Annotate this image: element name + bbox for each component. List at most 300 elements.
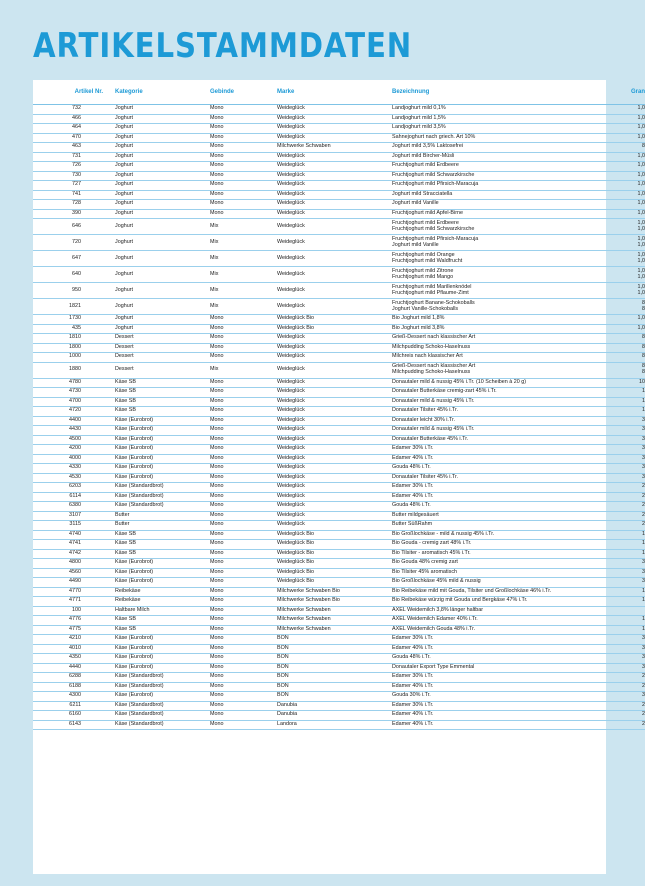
cell-gebinde: Mono bbox=[210, 559, 277, 569]
cell-grammatur bbox=[608, 397, 645, 407]
cell-grammatur bbox=[608, 673, 645, 683]
cell-gebinde: Mono bbox=[210, 606, 277, 616]
cell-gebinde: Mono bbox=[210, 511, 277, 521]
cell-marke: Weideglück bbox=[277, 378, 392, 388]
cell-bezeichnung-line: Bio Reibekäse mild mit Gouda, Tilsiter und Großlochkäse 46% i.Tr. bbox=[392, 587, 552, 594]
cell-bezeichnung bbox=[392, 654, 608, 664]
cell-bezeichnung bbox=[392, 549, 608, 559]
cell-bezeichnung-line: Gouda 48% i.Tr. bbox=[392, 464, 431, 471]
cell-grammatur bbox=[608, 559, 645, 569]
cell-kategorie: Käse (Eurobrot) bbox=[115, 445, 210, 455]
cell-kategorie: Käse (Standardbrot) bbox=[115, 673, 210, 683]
table-row bbox=[33, 682, 645, 692]
cell-grammatur-line: 2 bbox=[642, 682, 645, 689]
cell-grammatur bbox=[608, 492, 645, 502]
cell-bezeichnung bbox=[392, 235, 608, 251]
cell-bezeichnung-line: Bio Gouda - cremig zart 48% i.Tr. bbox=[392, 540, 472, 547]
cell-bezeichnung bbox=[392, 162, 608, 172]
cell-grammatur-line: 10 bbox=[639, 378, 645, 385]
cell-kategorie: Käse SB bbox=[115, 378, 210, 388]
cell-bezeichnung bbox=[392, 353, 608, 363]
cell-grammatur-line: 2 bbox=[642, 720, 645, 727]
cell-bezeichnung-line: Butter SüßRahm bbox=[392, 521, 433, 528]
cell-kategorie: Käse (Eurobrot) bbox=[115, 578, 210, 588]
cell-gebinde: Mono bbox=[210, 578, 277, 588]
cell-grammatur-line: 8 bbox=[642, 334, 645, 341]
cell-grammatur-line: 1,0 bbox=[637, 257, 645, 264]
cell-grammatur-line: 1,0 bbox=[637, 267, 645, 274]
cell-bezeichnung-line: Donautaler Tilsiter 45% i.Tr. bbox=[392, 473, 459, 480]
cell-gebinde: Mono bbox=[210, 378, 277, 388]
cell-marke: Weideglück Bio bbox=[277, 540, 392, 550]
cell-artikel-nr: 3107 bbox=[33, 511, 115, 521]
cell-kategorie: Käse (Eurobrot) bbox=[115, 473, 210, 483]
cell-grammatur-line: 3 bbox=[642, 426, 645, 433]
cell-grammatur-line: 8 bbox=[642, 299, 645, 306]
cell-artikel-nr: 1880 bbox=[33, 362, 115, 378]
cell-marke: Weideglück bbox=[277, 464, 392, 474]
column-header-kategorie: Kategorie bbox=[115, 80, 210, 105]
cell-bezeichnung bbox=[392, 251, 608, 267]
cell-artikel-nr: 466 bbox=[33, 114, 115, 124]
cell-gebinde: Mono bbox=[210, 625, 277, 635]
cell-grammatur bbox=[608, 209, 645, 219]
cell-grammatur bbox=[608, 162, 645, 172]
cell-gebinde: Mono bbox=[210, 587, 277, 597]
cell-gebinde: Mono bbox=[210, 426, 277, 436]
cell-artikel-nr: 1810 bbox=[33, 334, 115, 344]
table-row bbox=[33, 324, 645, 334]
cell-marke: Weideglück bbox=[277, 483, 392, 493]
cell-bezeichnung-line: Grieß-Dessert nach klassischer Art bbox=[392, 363, 476, 370]
cell-marke: Weideglück Bio bbox=[277, 530, 392, 540]
cell-grammatur-line: 1,0 bbox=[637, 241, 645, 248]
table-row bbox=[33, 625, 645, 635]
table-row bbox=[33, 315, 645, 325]
cell-bezeichnung bbox=[392, 190, 608, 200]
cell-gebinde: Mono bbox=[210, 315, 277, 325]
cell-artikel-nr: 731 bbox=[33, 152, 115, 162]
table-header-row bbox=[33, 80, 645, 105]
cell-kategorie: Käse (Standardbrot) bbox=[115, 720, 210, 730]
cell-artikel-nr: 6203 bbox=[33, 483, 115, 493]
cell-bezeichnung-line: Fruchtjoghurt mild Schwarzkirsche bbox=[392, 171, 475, 178]
cell-bezeichnung bbox=[392, 133, 608, 143]
cell-marke: Weideglück bbox=[277, 521, 392, 531]
cell-grammatur bbox=[608, 578, 645, 588]
cell-kategorie: Joghurt bbox=[115, 105, 210, 115]
cell-bezeichnung bbox=[392, 701, 608, 711]
cell-gebinde: Mono bbox=[210, 616, 277, 626]
cell-marke: BON bbox=[277, 682, 392, 692]
cell-bezeichnung bbox=[392, 315, 608, 325]
cell-grammatur bbox=[608, 388, 645, 398]
cell-grammatur bbox=[608, 378, 645, 388]
cell-artikel-nr: 4720 bbox=[33, 407, 115, 417]
cell-bezeichnung-line: Donautaler mild & nussig 45% i.Tr. bbox=[392, 426, 475, 433]
cell-grammatur bbox=[608, 663, 645, 673]
cell-grammatur bbox=[608, 644, 645, 654]
cell-kategorie: Dessert bbox=[115, 362, 210, 378]
cell-bezeichnung bbox=[392, 616, 608, 626]
cell-grammatur bbox=[608, 511, 645, 521]
cell-artikel-nr: 464 bbox=[33, 124, 115, 134]
cell-marke: Weideglück Bio bbox=[277, 568, 392, 578]
cell-artikel-nr: 1800 bbox=[33, 343, 115, 353]
table-row bbox=[33, 426, 645, 436]
cell-bezeichnung-line: Fruchtjoghurt mild Pfirsich-Maracuja bbox=[392, 235, 479, 242]
cell-grammatur bbox=[608, 299, 645, 315]
cell-marke: Weideglück bbox=[277, 283, 392, 299]
cell-gebinde: Mono bbox=[210, 105, 277, 115]
cell-kategorie: Joghurt bbox=[115, 143, 210, 153]
cell-marke: Weideglück bbox=[277, 235, 392, 251]
cell-bezeichnung-line: Fruchtjoghurt mild Waldfrucht bbox=[392, 257, 463, 264]
cell-marke: BON bbox=[277, 635, 392, 645]
cell-bezeichnung bbox=[392, 143, 608, 153]
cell-marke: Weideglück bbox=[277, 492, 392, 502]
cell-grammatur-line: 1,0 bbox=[637, 181, 645, 188]
cell-grammatur-line: 2 bbox=[642, 701, 645, 708]
cell-grammatur-line: 1 bbox=[642, 388, 645, 395]
table-row bbox=[33, 209, 645, 219]
table-row bbox=[33, 549, 645, 559]
cell-kategorie: Käse (Eurobrot) bbox=[115, 454, 210, 464]
table-row bbox=[33, 378, 645, 388]
table-row bbox=[33, 124, 645, 134]
cell-artikel-nr: 100 bbox=[33, 606, 115, 616]
cell-artikel-nr: 3115 bbox=[33, 521, 115, 531]
cell-marke: Weideglück bbox=[277, 435, 392, 445]
cell-bezeichnung-line: Fruchtjoghurt mild Orange bbox=[392, 251, 455, 258]
cell-kategorie: Käse (Eurobrot) bbox=[115, 635, 210, 645]
cell-kategorie: Käse SB bbox=[115, 388, 210, 398]
cell-bezeichnung bbox=[392, 124, 608, 134]
cell-artikel-nr: 4700 bbox=[33, 397, 115, 407]
cell-grammatur-line: 1 bbox=[642, 540, 645, 547]
cell-bezeichnung-line: Fruchtjoghurt Banane-Schokoballs bbox=[392, 299, 475, 306]
cell-bezeichnung bbox=[392, 416, 608, 426]
column-header-gebinde: Gebinde bbox=[210, 80, 277, 105]
cell-marke: Weideglück bbox=[277, 171, 392, 181]
cell-grammatur-line: 1,0 bbox=[637, 219, 645, 226]
table-row bbox=[33, 502, 645, 512]
cell-artikel-nr: 4741 bbox=[33, 540, 115, 550]
cell-bezeichnung bbox=[392, 644, 608, 654]
cell-bezeichnung-line: Edamer 30% i.Tr. bbox=[392, 635, 434, 642]
cell-marke: Weideglück bbox=[277, 445, 392, 455]
cell-bezeichnung bbox=[392, 105, 608, 115]
cell-artikel-nr: 728 bbox=[33, 200, 115, 210]
cell-grammatur-line: 1,0 bbox=[637, 324, 645, 331]
cell-grammatur bbox=[608, 445, 645, 455]
cell-grammatur bbox=[608, 283, 645, 299]
cell-artikel-nr: 730 bbox=[33, 171, 115, 181]
cell-kategorie: Joghurt bbox=[115, 251, 210, 267]
cell-bezeichnung bbox=[392, 407, 608, 417]
table-row bbox=[33, 511, 645, 521]
cell-grammatur bbox=[608, 251, 645, 267]
cell-bezeichnung bbox=[392, 720, 608, 730]
cell-artikel-nr: 6211 bbox=[33, 701, 115, 711]
table-row bbox=[33, 416, 645, 426]
column-header-grammatur: Gran bbox=[608, 80, 645, 105]
cell-grammatur bbox=[608, 105, 645, 115]
cell-grammatur bbox=[608, 114, 645, 124]
cell-gebinde: Mono bbox=[210, 397, 277, 407]
cell-gebinde: Mix bbox=[210, 283, 277, 299]
cell-grammatur bbox=[608, 530, 645, 540]
cell-gebinde: Mono bbox=[210, 388, 277, 398]
table-row bbox=[33, 673, 645, 683]
cell-bezeichnung-line: Bio Joghurt mild 3,8% bbox=[392, 324, 445, 331]
cell-gebinde: Mono bbox=[210, 502, 277, 512]
cell-grammatur-line: 3 bbox=[642, 663, 645, 670]
column-header-artikel-nr: Artikel Nr. bbox=[33, 80, 115, 105]
cell-grammatur bbox=[608, 720, 645, 730]
cell-kategorie: Käse SB bbox=[115, 549, 210, 559]
cell-bezeichnung-line: Edamer 40% i.Tr. bbox=[392, 711, 434, 718]
cell-bezeichnung-line: Gouda 48% i.Tr. bbox=[392, 654, 431, 661]
cell-bezeichnung-line: Fruchtjoghurt mild Pflaume-Zimt bbox=[392, 289, 469, 296]
cell-grammatur-line: 3 bbox=[642, 416, 645, 423]
cell-gebinde: Mono bbox=[210, 464, 277, 474]
cell-grammatur-line: 2 bbox=[642, 502, 645, 509]
cell-artikel-nr: 4490 bbox=[33, 578, 115, 588]
cell-bezeichnung-line: Grieß-Dessert nach klassischer Art bbox=[392, 334, 476, 341]
cell-grammatur-line: 3 bbox=[642, 654, 645, 661]
cell-grammatur bbox=[608, 334, 645, 344]
cell-kategorie: Käse (Eurobrot) bbox=[115, 644, 210, 654]
cell-marke: Weideglück bbox=[277, 114, 392, 124]
cell-bezeichnung-line: Bio Großlochkäse 45% mild & nussig bbox=[392, 578, 481, 585]
cell-kategorie: Haltbare Milch bbox=[115, 606, 210, 616]
cell-kategorie: Käse SB bbox=[115, 397, 210, 407]
cell-grammatur-line: 2 bbox=[642, 711, 645, 718]
cell-gebinde: Mix bbox=[210, 251, 277, 267]
cell-marke: Weideglück bbox=[277, 124, 392, 134]
cell-grammatur-line: 1 bbox=[642, 625, 645, 632]
cell-artikel-nr: 6143 bbox=[33, 720, 115, 730]
cell-marke: Weideglück bbox=[277, 209, 392, 219]
cell-kategorie: Käse SB bbox=[115, 540, 210, 550]
table-row bbox=[33, 711, 645, 721]
cell-marke: Weideglück Bio bbox=[277, 324, 392, 334]
cell-marke: Weideglück bbox=[277, 190, 392, 200]
cell-grammatur-line: 1,0 bbox=[637, 171, 645, 178]
cell-marke: Weideglück Bio bbox=[277, 559, 392, 569]
cell-grammatur-line: 1 bbox=[642, 587, 645, 594]
table-row bbox=[33, 267, 645, 283]
cell-bezeichnung bbox=[392, 530, 608, 540]
cell-gebinde: Mono bbox=[210, 540, 277, 550]
cell-grammatur-line: 1,0 bbox=[637, 152, 645, 159]
cell-gebinde: Mono bbox=[210, 663, 277, 673]
cell-grammatur-line: 1 bbox=[642, 549, 645, 556]
cell-bezeichnung bbox=[392, 454, 608, 464]
cell-grammatur-line: 3 bbox=[642, 692, 645, 699]
cell-bezeichnung-line: Donautaler Tilsiter 45% i.Tr. bbox=[392, 407, 459, 414]
cell-bezeichnung bbox=[392, 711, 608, 721]
cell-bezeichnung-line: AXEL Weidemilch 3,8% länger haltbar bbox=[392, 606, 484, 613]
cell-grammatur-line: 2 bbox=[642, 521, 645, 528]
cell-grammatur-line: 1,0 bbox=[637, 162, 645, 169]
cell-gebinde: Mix bbox=[210, 235, 277, 251]
cell-bezeichnung bbox=[392, 521, 608, 531]
cell-kategorie: Käse (Eurobrot) bbox=[115, 559, 210, 569]
cell-bezeichnung bbox=[392, 388, 608, 398]
cell-bezeichnung bbox=[392, 209, 608, 219]
cell-bezeichnung-line: Donautaler Butterkäse 45% i.Tr. bbox=[392, 435, 469, 442]
cell-bezeichnung-line: Bio Tilsiter - aromatisch 45% i.Tr. bbox=[392, 549, 471, 556]
cell-artikel-nr: 4350 bbox=[33, 654, 115, 664]
cell-grammatur-line: 1,0 bbox=[637, 114, 645, 121]
cell-bezeichnung bbox=[392, 559, 608, 569]
cell-gebinde: Mono bbox=[210, 720, 277, 730]
cell-kategorie: Reibekäse bbox=[115, 597, 210, 607]
cell-grammatur bbox=[608, 483, 645, 493]
cell-grammatur bbox=[608, 152, 645, 162]
cell-bezeichnung bbox=[392, 152, 608, 162]
cell-kategorie: Joghurt bbox=[115, 181, 210, 191]
column-header-marke: Marke bbox=[277, 80, 392, 105]
cell-artikel-nr: 4530 bbox=[33, 473, 115, 483]
cell-bezeichnung-line: Fruchtjoghurt mild Marillenknödel bbox=[392, 283, 472, 290]
cell-grammatur bbox=[608, 587, 645, 597]
cell-grammatur bbox=[608, 540, 645, 550]
cell-grammatur-line: 2 bbox=[642, 673, 645, 680]
cell-artikel-nr: 4730 bbox=[33, 388, 115, 398]
cell-grammatur bbox=[608, 407, 645, 417]
table-row bbox=[33, 152, 645, 162]
cell-marke: BON bbox=[277, 654, 392, 664]
cell-gebinde: Mix bbox=[210, 267, 277, 283]
cell-bezeichnung-line: Edamer 40% i.Tr. bbox=[392, 682, 434, 689]
cell-grammatur bbox=[608, 416, 645, 426]
cell-bezeichnung-line: Fruchtjoghurt mild Schwarzkirsche bbox=[392, 225, 475, 232]
cell-grammatur bbox=[608, 701, 645, 711]
cell-grammatur-line: 1,0 bbox=[637, 283, 645, 290]
cell-gebinde: Mono bbox=[210, 711, 277, 721]
cell-gebinde: Mono bbox=[210, 200, 277, 210]
table-row bbox=[33, 397, 645, 407]
cell-artikel-nr: 720 bbox=[33, 235, 115, 251]
table-row bbox=[33, 635, 645, 645]
cell-grammatur-line: 3 bbox=[642, 435, 645, 442]
cell-marke: Weideglück bbox=[277, 502, 392, 512]
cell-grammatur-line: 3 bbox=[642, 473, 645, 480]
cell-artikel-nr: 4770 bbox=[33, 587, 115, 597]
cell-kategorie: Joghurt bbox=[115, 324, 210, 334]
cell-bezeichnung bbox=[392, 334, 608, 344]
cell-marke: BON bbox=[277, 673, 392, 683]
cell-bezeichnung-line: Joghurt mild Stracciatella bbox=[392, 190, 453, 197]
cell-bezeichnung bbox=[392, 324, 608, 334]
cell-artikel-nr: 4430 bbox=[33, 426, 115, 436]
cell-bezeichnung bbox=[392, 587, 608, 597]
cell-bezeichnung-line: Gouda 30% i.Tr. bbox=[392, 692, 431, 699]
cell-marke: Milchwerke Schwaben bbox=[277, 616, 392, 626]
cell-grammatur bbox=[608, 362, 645, 378]
cell-gebinde: Mono bbox=[210, 353, 277, 363]
cell-gebinde: Mono bbox=[210, 407, 277, 417]
cell-grammatur-line: 1 bbox=[642, 530, 645, 537]
cell-bezeichnung-line: Milchpudding Schoko-Haselnuss bbox=[392, 343, 471, 350]
cell-bezeichnung-line: Donautaler Export Type Emmental bbox=[392, 663, 475, 670]
cell-kategorie: Käse SB bbox=[115, 625, 210, 635]
cell-artikel-nr: 4000 bbox=[33, 454, 115, 464]
cell-bezeichnung-line: Fruchtjoghurt mild Erdbeere bbox=[392, 219, 459, 226]
cell-bezeichnung bbox=[392, 181, 608, 191]
cell-bezeichnung bbox=[392, 663, 608, 673]
cell-artikel-nr: 4440 bbox=[33, 663, 115, 673]
cell-bezeichnung bbox=[392, 219, 608, 235]
cell-marke: Weideglück Bio bbox=[277, 578, 392, 588]
cell-artikel-nr: 741 bbox=[33, 190, 115, 200]
table-row bbox=[33, 171, 645, 181]
cell-bezeichnung bbox=[392, 578, 608, 588]
cell-grammatur-line: 2 bbox=[642, 492, 645, 499]
cell-kategorie: Joghurt bbox=[115, 299, 210, 315]
cell-grammatur-line: 1 bbox=[642, 597, 645, 604]
article-table bbox=[33, 80, 645, 730]
cell-artikel-nr: 646 bbox=[33, 219, 115, 235]
cell-gebinde: Mono bbox=[210, 483, 277, 493]
cell-grammatur-line: 1,0 bbox=[637, 124, 645, 131]
table-row bbox=[33, 251, 645, 267]
cell-kategorie: Käse (Standardbrot) bbox=[115, 502, 210, 512]
cell-grammatur-line: 8 bbox=[642, 305, 645, 312]
cell-bezeichnung-line: Milchpudding Schoko-Haselnuss bbox=[392, 369, 471, 375]
cell-grammatur-line: 2 bbox=[642, 483, 645, 490]
table-row bbox=[33, 133, 645, 143]
cell-gebinde: Mono bbox=[210, 530, 277, 540]
cell-bezeichnung bbox=[392, 597, 608, 607]
table-row bbox=[33, 473, 645, 483]
cell-bezeichnung bbox=[392, 299, 608, 315]
cell-marke: Weideglück bbox=[277, 200, 392, 210]
cell-marke: Weideglück bbox=[277, 152, 392, 162]
cell-marke: Weideglück bbox=[277, 407, 392, 417]
cell-grammatur bbox=[608, 426, 645, 436]
cell-artikel-nr: 4300 bbox=[33, 692, 115, 702]
cell-bezeichnung-line: Donautaler mild & nussig 45% i.Tr. bbox=[392, 397, 475, 404]
cell-grammatur-line: 1,0 bbox=[637, 133, 645, 140]
cell-grammatur bbox=[608, 521, 645, 531]
cell-gebinde: Mix bbox=[210, 299, 277, 315]
cell-grammatur-line: 1 bbox=[642, 616, 645, 623]
cell-bezeichnung-line: Edamer 30% i.Tr. bbox=[392, 701, 434, 708]
cell-gebinde: Mono bbox=[210, 692, 277, 702]
cell-bezeichnung-line: Edamer 30% i.Tr. bbox=[392, 483, 434, 490]
cell-kategorie: Joghurt bbox=[115, 235, 210, 251]
cell-marke: Milchwerke Schwaben bbox=[277, 606, 392, 616]
cell-grammatur-line: 8 bbox=[642, 363, 645, 370]
cell-marke: Weideglück bbox=[277, 105, 392, 115]
cell-bezeichnung-line: Bio Gouda 48% cremig zart bbox=[392, 559, 458, 566]
cell-artikel-nr: 726 bbox=[33, 162, 115, 172]
cell-grammatur bbox=[608, 711, 645, 721]
cell-artikel-nr: 4771 bbox=[33, 597, 115, 607]
cell-bezeichnung bbox=[392, 502, 608, 512]
cell-gebinde: Mix bbox=[210, 362, 277, 378]
cell-bezeichnung bbox=[392, 464, 608, 474]
cell-bezeichnung bbox=[392, 682, 608, 692]
cell-gebinde: Mono bbox=[210, 416, 277, 426]
cell-gebinde: Mono bbox=[210, 673, 277, 683]
cell-grammatur bbox=[608, 454, 645, 464]
cell-kategorie: Joghurt bbox=[115, 124, 210, 134]
